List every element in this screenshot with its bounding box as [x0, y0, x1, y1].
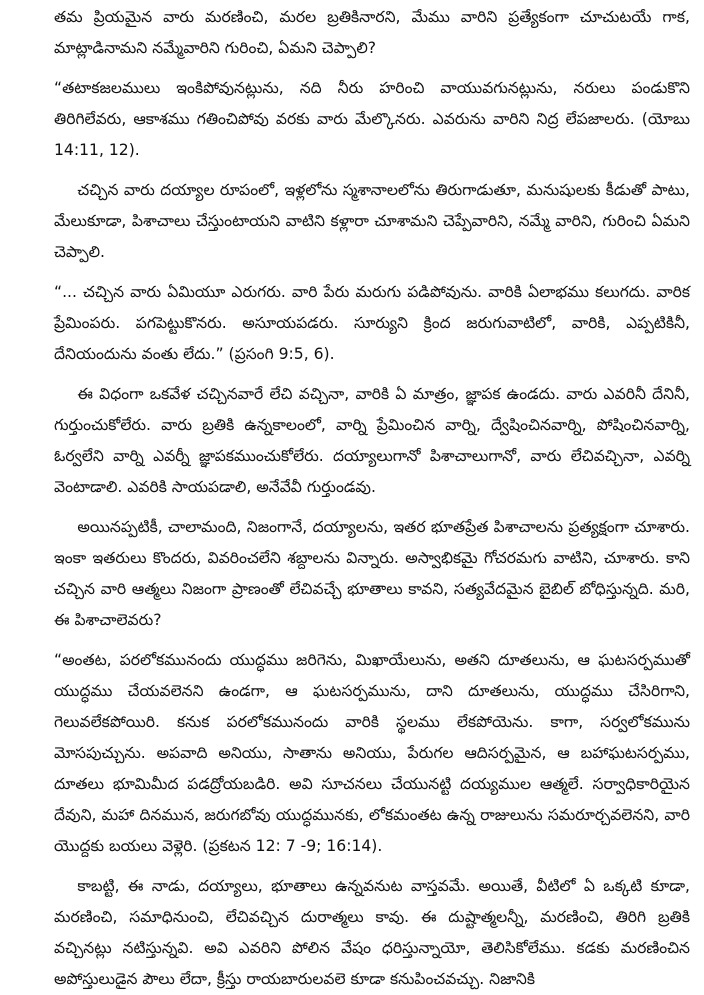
- paragraph-ghosts-belief: చచ్చిన వారు దయ్యాల రూపంలో, ఇళ్లలోను స్మశానాలలోను తిరుగాడుతూ, మనుషులకు కీడుతో పాటు, మేలుకూడా, పిశాచాలు చేస్తుంటాయని వాటిని కళ్లారా చూశామని చెప్పేవారిని, నమ్మే వారిని, గురించి ఏమని చెప్పాలి.: [54, 181, 690, 261]
- paragraph-quote-ecclesiastes: “... చచ్చిన వారు ఏమియూ ఎరుగరు. వారి పేరు మరుగు పడిపోవును. వారికి ఏలాభము కలుగదు. వారిక ప్రేమింపరు. పగపెట్టుకొనరు. అసూయపడరు. సూర్యుని క్రింద జరుగువాటిలో, వారికి, ఎప్పటికినీ, దేనియందును వంతు లేదు.” (ప్రసంగి 9:5, 6).: [54, 283, 690, 363]
- paragraph-gap: [54, 636, 690, 645]
- paragraph-quote-revelation: “అంతట, పరలోకమునందు యుద్ధము జరిగెను, మిఖాయేలును, అతని దూతలును, ఆ ఘటసర్పముతో యుద్ధము చేయవలెనని ఉండగా, ఆ ఘటసర్పమును, దాని దూతలును, యుద్ధము చేసిరిగాని, గెలువలేకపోయిరి. కనుక పరలోకమునందు వారికి స్థలము లేకపోయెను. కాగా, సర్వలోకమును మోసపుచ్చును. అపవాది అనియు, సాతాను అనియు, పేరుగల ఆదిసర్పమైన, ఆ బహాఘటసర్పము, దూతలు భూమిమీద పడద్రోయబడిరి. అవి సూచనలు చేయునట్టి దయ్యముల ఆత్మలే. సర్వాధికారియైన దేవుని, మహా దినమున, జరుగబోవు యుద్ధమునకు, లోకమంతట ఉన్న రాజులును సమరూర్చవలెనని, వారి యొద్దకు బయలు వెళ్లెరి. (ప్రకటన 12: 7 -9; 16:14).: [54, 651, 690, 855]
- paragraph-conclusion: కాబట్టి, ఈ నాడు, దయ్యాలు, భూతాలు ఉన్నవనుట వాస్తవమే. అయితే, వీటిలో ఏ ఒక్కటి కూడా, మరణించి, సమాధినుంచి, లేచివచ్చిన దురాత్మలు కావు. ఈ దుష్టాత్మలన్నీ, మరణించి, తిరిగి బ్రతికి వచ్చినట్లు నటిస్తున్నవి. అవి ఎవరిని పోలిన వేషం ధరిస్తున్నాయో, తెలిసికోలేము. కడకు మరణించిన అపోస్తులుడైన పౌలు లేదా, క్రీస్తు రాయబారులవలె కూడా కనుపించవచ్చు. నిజానికి: [54, 877, 690, 988]
- paragraph-gap: [54, 166, 690, 175]
- paragraph-gap: [54, 862, 690, 871]
- paragraph-witnesses: అయినప్పటికీ, చాలామంది, నిజంగానే, దయ్యాలను, ఇతర భూతప్రేత పిశాచాలను ప్రత్యక్షంగా చూశారు. ఇంకా ఇతరులు కొందరు, వివరించలేని శబ్దాలను విన్నారు. అస్వాభికమై గోచరమగు వాటిని, చూశారు. కాని చచ్చిన వారి ఆత్మలు నిజంగా ప్రాణంతో లేచివచ్చే భూతాలు కావని, సత్యవేదమైన బైబిల్ బోధిస్తున్నది. మరి, ఈ పిశాచాలెవరు?: [54, 518, 690, 629]
- paragraph-gap: [54, 268, 690, 277]
- paragraph-intro-question: తమ ప్రియమైన వారు మరణించి, మరల బ్రతికినారని, మేము వారిని ప్రత్యేకంగా చూచుటయే గాక, మాట్లాడినామని నమ్మేవారిని గురించి, ఏమని చెప్పాలి?: [54, 8, 690, 57]
- paragraph-gap: [54, 64, 690, 73]
- paragraph-dead-remember: ఈ విధంగా ఒకవేళ చచ్చినవారే లేచి వచ్చినా, వారికి ఏ మాత్రం, జ్ఞాపక ఉండదు. వారు ఎవరినీ దేనినీ, గుర్తుంచుకోలేరు. వారు బ్రతికి ఉన్నకాలంలో, వార్ని ప్రేమించిన వార్ని, ద్వేషించినవార్ని, పోషించినవార్ని, ఓర్వలేని వార్ని ఎవర్నీ జ్ఞాపకముంచుకోలేరు. దయ్యాలుగానో పిశాచాలుగానో, వారు లేచివచ్చినా, ఎవర్ని వెంటాడాలి. ఎవరికి సాయపడాలి, అనేవేవీ గుర్తుండవు.: [54, 385, 690, 496]
- paragraph-gap: [54, 503, 690, 512]
- paragraph-gap: [54, 370, 690, 379]
- paragraph-quote-job: “తటాకజలములు ఇంకిపోవునట్లును, నది నీరు హరించి వాయువగునట్లును, నరులు పండుకొని తిరిగిలేవరు, ఆకాశము గతించిపోవు వరకు వారు మేల్కొనరు. ఎవరును వారిని నిద్ర లేపజాలరు. (యోబు 14:11, 12).: [54, 79, 690, 159]
